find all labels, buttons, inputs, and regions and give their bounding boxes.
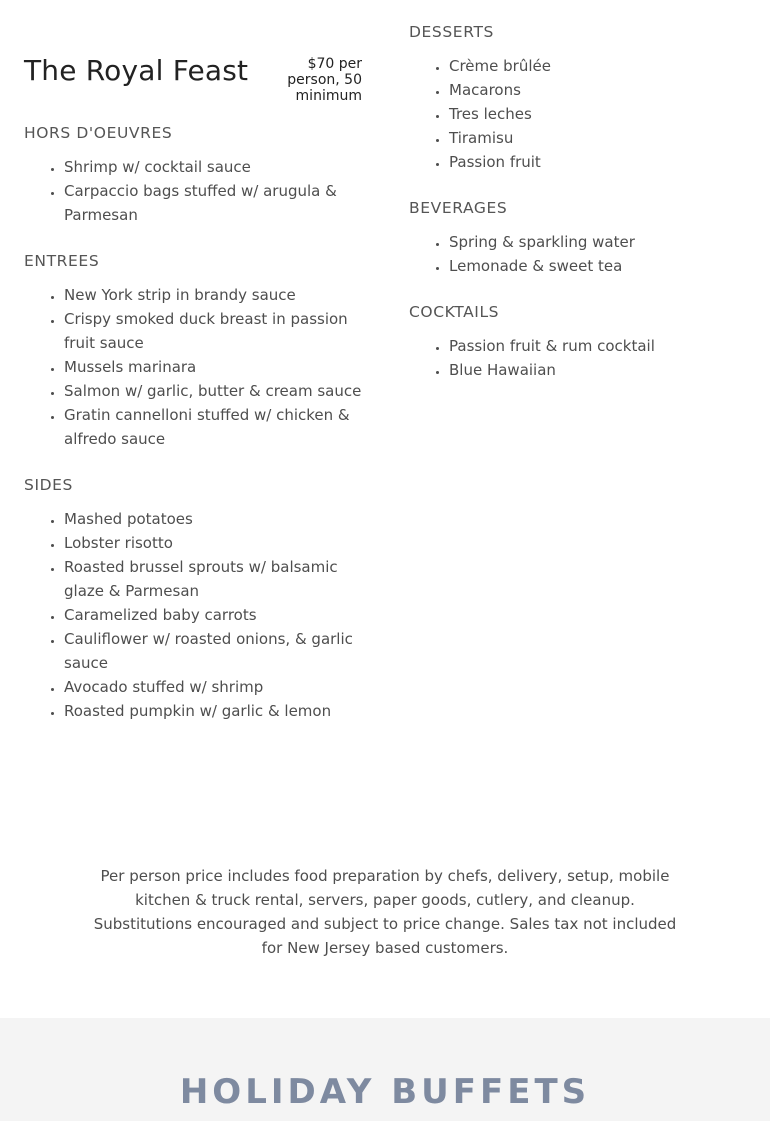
list-item: • Passion fruit & rum cocktail [449, 334, 749, 358]
section-hors-doeuvres [24, 123, 364, 227]
menu-header [24, 50, 362, 110]
section-heading: HORS D'OEUVRES [24, 124, 173, 142]
list-item: • Caramelized baby carrots [64, 603, 364, 627]
section-heading: ENTREES [24, 252, 100, 270]
holiday-buffets-title: HOLIDAY BUFFETS [179, 1072, 591, 1112]
list-item: • Spring & sparkling water [449, 230, 749, 254]
list-item: • Macarons [449, 78, 749, 102]
list-item: • Lemonade & sweet tea [449, 254, 749, 278]
list-item: • Blue Hawaiian [449, 358, 749, 382]
item-list [24, 507, 364, 723]
section-desserts [409, 22, 749, 174]
list-item: • Lobster risotto [64, 531, 364, 555]
list-item: • Cauliflower w/ roasted onions, & garlic sauce [64, 627, 364, 675]
item-list [24, 155, 364, 227]
item-list [409, 54, 749, 174]
pricing-footnote: Per person price includes food preparation by chefs, delivery, setup, mobile kitchen & truck rental, servers, paper goods, cutlery, and cleanup. Substitutions encouraged and subject to price change. Sales tax not included for New Jersey based customers. [93, 867, 677, 957]
section-sides [24, 475, 364, 723]
list-item: • New York strip in brandy sauce [64, 283, 364, 307]
list-item: • Gratin cannelloni stuffed w/ chicken & alfredo sauce [64, 403, 364, 451]
list-item: • Mussels marinara [64, 355, 364, 379]
section-entrees [24, 251, 364, 451]
menu-price: $70 per person, 50 minimum [287, 56, 362, 104]
list-item: • Mashed potatoes [64, 507, 364, 531]
list-item: • Roasted pumpkin w/ garlic & lemon [64, 699, 364, 723]
section-cocktails [409, 302, 749, 382]
item-list [409, 334, 749, 382]
list-item: • Avocado stuffed w/ shrimp [64, 675, 364, 699]
section-beverages [409, 198, 749, 278]
list-item: • Passion fruit [449, 150, 749, 174]
section-heading: COCKTAILS [409, 303, 500, 321]
item-list [409, 230, 749, 278]
list-item: • Shrimp w/ cocktail sauce [64, 155, 364, 179]
list-item: • Roasted brussel sprouts w/ balsamic glaze & Parmesan [64, 555, 364, 603]
list-item: • Carpaccio bags stuffed w/ arugula & Parmesan [64, 179, 364, 227]
list-item: • Tres leches [449, 102, 749, 126]
list-item: • Crème brûlée [449, 54, 749, 78]
list-item: • Tiramisu [449, 126, 749, 150]
item-list [24, 283, 364, 451]
section-heading: SIDES [24, 476, 73, 494]
list-item: • Salmon w/ garlic, butter & cream sauce [64, 379, 364, 403]
section-heading: DESSERTS [409, 23, 494, 41]
menu-title: The Royal Feast [24, 54, 249, 87]
section-heading: BEVERAGES [409, 199, 508, 217]
list-item: • Crispy smoked duck breast in passion fruit sauce [64, 307, 364, 355]
